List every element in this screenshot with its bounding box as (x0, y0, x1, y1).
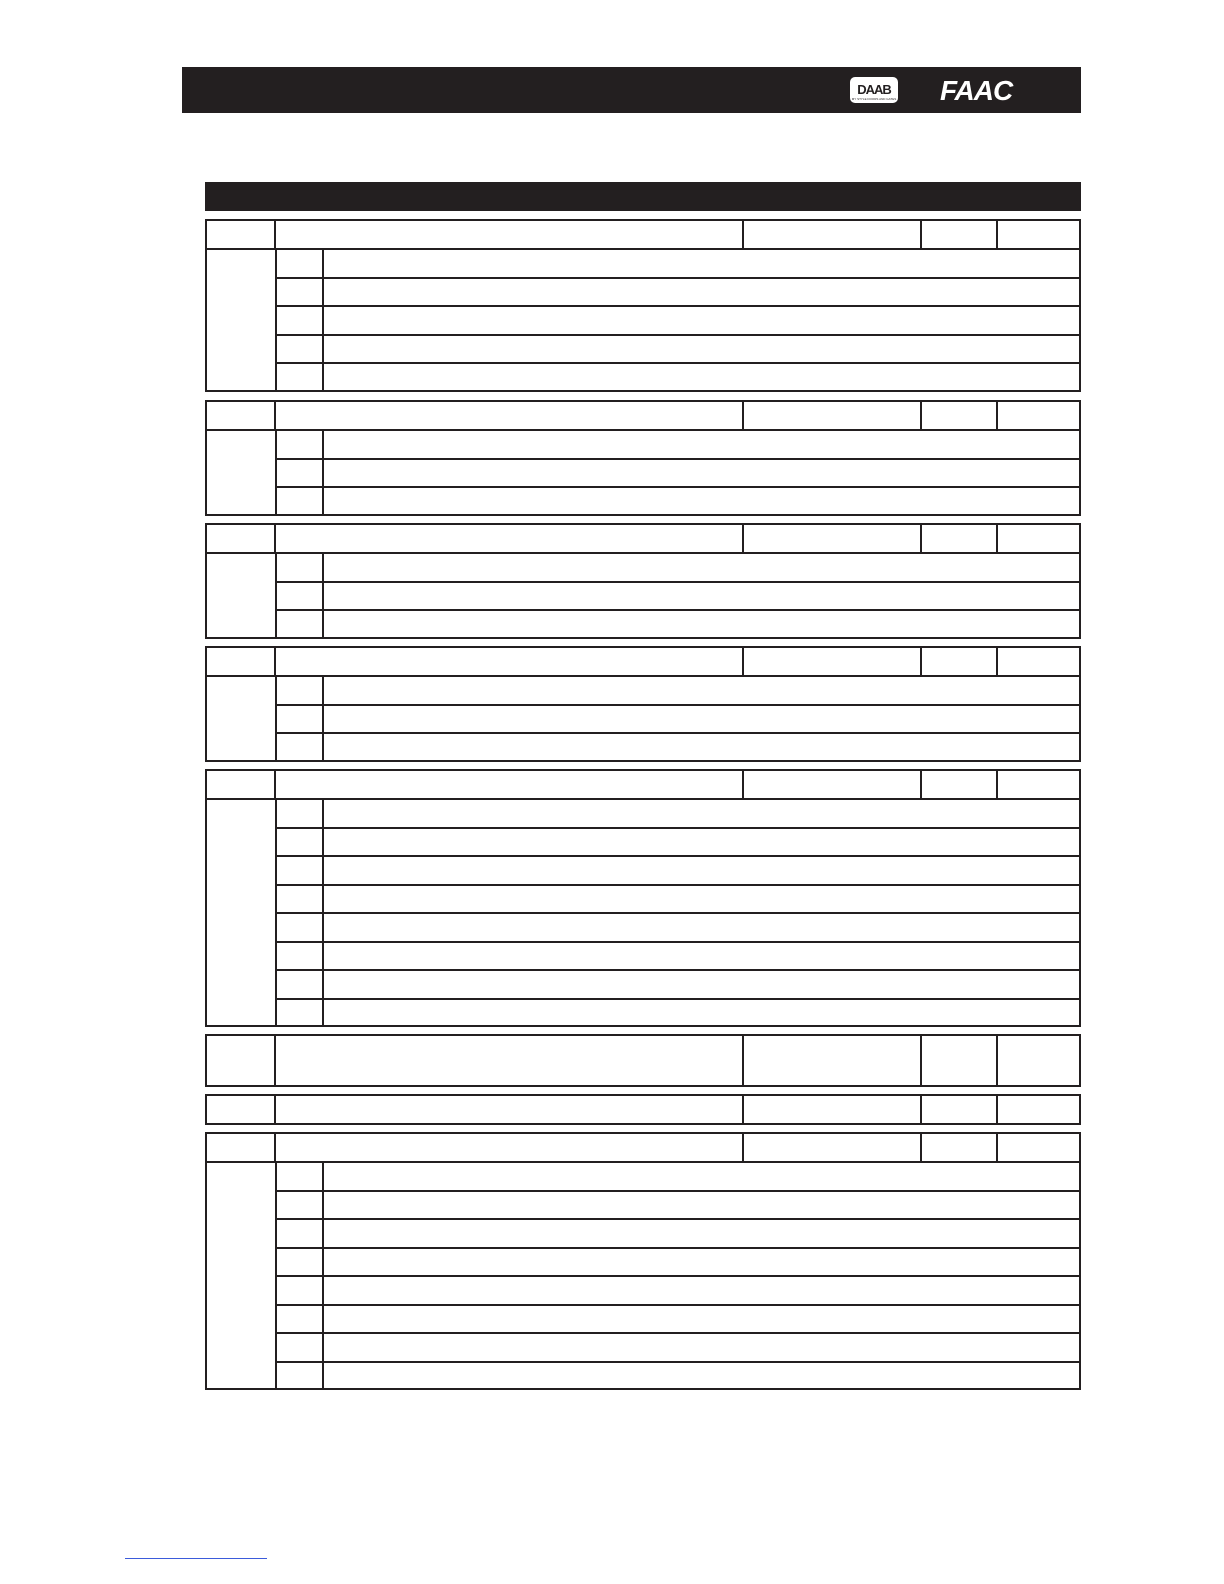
option-row (277, 734, 1079, 760)
option-row (277, 1306, 1079, 1335)
table-header-row (207, 1096, 1079, 1123)
table-header-row (207, 402, 1079, 431)
header-cell-range (744, 221, 922, 248)
option-row (277, 857, 1079, 886)
table-header-row (207, 1134, 1079, 1163)
faac-logo (938, 78, 1048, 104)
parameter-table-2 (205, 400, 1081, 516)
option-row (277, 829, 1079, 858)
header-cell-code (207, 221, 276, 248)
option-row (277, 554, 1079, 583)
parameter-table-4 (205, 646, 1081, 762)
parameter-table-8 (205, 1132, 1081, 1390)
table-header-row (207, 648, 1079, 677)
header-cell-value (998, 221, 1079, 248)
option-row (277, 336, 1079, 365)
table-header-row (207, 771, 1079, 800)
option-row (277, 1249, 1079, 1278)
option-row (277, 706, 1079, 735)
header-cell-default (922, 221, 998, 248)
section-title-bar (205, 182, 1081, 211)
table-header-row (207, 221, 1079, 250)
table-header-row (207, 525, 1079, 554)
option-row (277, 1163, 1079, 1192)
option-row (277, 611, 1079, 637)
table-side-column (207, 1163, 277, 1388)
option-row (277, 677, 1079, 706)
parameter-table-7 (205, 1094, 1081, 1125)
table-side-column (207, 677, 277, 760)
parameter-table-5 (205, 769, 1081, 1027)
option-row (277, 1277, 1079, 1306)
table-side-column (207, 431, 277, 514)
option-row (277, 943, 1079, 972)
table-side-column (207, 554, 277, 637)
option-row (277, 431, 1079, 460)
svg-text:FAAC: FAAC (940, 78, 1013, 104)
option-row (277, 800, 1079, 829)
option-row (277, 971, 1079, 1000)
parameter-table-6 (205, 1034, 1081, 1087)
daab-logo (849, 76, 899, 104)
option-row (277, 364, 1079, 390)
option-row (277, 914, 1079, 943)
svg-text:DAAB: DAAB (857, 82, 891, 97)
option-row (277, 1334, 1079, 1363)
option-row (277, 1192, 1079, 1221)
footer-link[interactable] (125, 1558, 267, 1559)
option-row (277, 250, 1079, 279)
option-row (277, 886, 1079, 915)
option-row (277, 307, 1079, 336)
header-cell-description (276, 221, 744, 248)
option-row (277, 583, 1079, 612)
parameter-table-1 (205, 219, 1081, 392)
table-side-column (207, 250, 277, 390)
table-side-column (207, 800, 277, 1025)
option-row (277, 279, 1079, 308)
option-row (277, 1220, 1079, 1249)
parameter-table-3 (205, 523, 1081, 639)
option-row (277, 488, 1079, 514)
option-row (277, 1363, 1079, 1389)
option-row (277, 460, 1079, 489)
option-row (277, 1000, 1079, 1026)
svg-text:MY STYLE DOORS AND GATES: MY STYLE DOORS AND GATES (851, 97, 897, 101)
table-header-row (207, 1036, 1079, 1085)
